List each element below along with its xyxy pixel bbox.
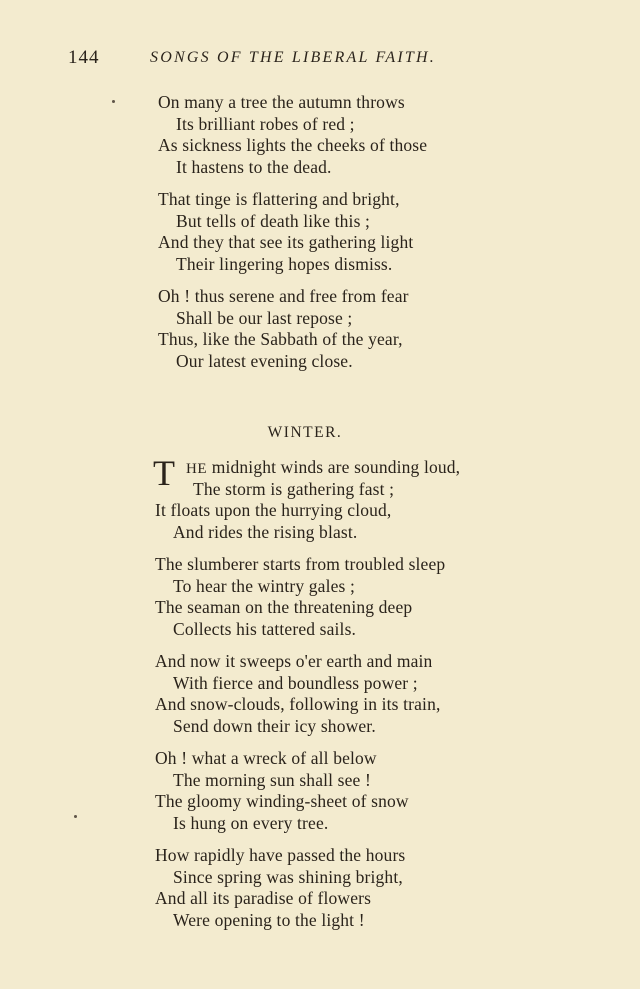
poem-line: Since spring was shining bright, [173, 866, 403, 887]
poem-line: Our latest evening close. [176, 350, 353, 371]
first-word-caps: HE [186, 461, 208, 477]
stanza [153, 453, 640, 543]
poem-line: How rapidly have passed the hours [155, 845, 406, 865]
poem-line: Were opening to the light ! [173, 909, 365, 930]
poem-line: To hear the wintry gales ; [173, 575, 355, 596]
stanza [158, 189, 640, 275]
page-number: 144 [68, 47, 100, 68]
ink-speck [74, 815, 77, 818]
poem-line: And all its paradise of flowers [155, 888, 372, 908]
poem-line: The slumberer starts from troubled sleep [155, 554, 446, 574]
poem-line: Send down their icy shower. [173, 715, 376, 736]
stanza [155, 748, 640, 834]
poem-line: Is hung on every tree. [173, 812, 329, 833]
running-title: SONGS OF THE LIBERAL FAITH. [150, 49, 436, 66]
stanza [155, 845, 640, 931]
poem-line: Its brilliant robes of red ; [176, 113, 355, 134]
poem-line: And snow-clouds, following in its train, [155, 694, 441, 714]
poem-line: With fierce and boundless power ; [173, 672, 418, 693]
stanza [155, 651, 640, 737]
poem-line: And rides the rising blast. [173, 521, 358, 542]
stanza [155, 554, 640, 640]
first-line-rest: midnight winds are sounding loud, [207, 457, 461, 477]
poem-line: On many a tree the autumn throws [158, 92, 405, 112]
page-header [68, 47, 488, 73]
poem-line: It hastens to the dead. [176, 156, 332, 177]
poem-line: Their lingering hopes dismiss. [176, 253, 393, 274]
poem-line: That tinge is flattering and bright, [158, 189, 400, 209]
poem-line: Shall be our last repose ; [176, 307, 353, 328]
poem-title: WINTER. [267, 424, 343, 441]
poem-line: Thus, like the Sabbath of the year, [158, 329, 403, 349]
autumn-poem [158, 92, 640, 372]
poem-line: It floats upon the hurrying cloud, [155, 500, 392, 520]
poem-line: Oh ! thus serene and free from fear [158, 286, 409, 306]
poem-line [155, 457, 640, 479]
poem-line: The seaman on the threatening deep [155, 597, 413, 617]
stanza [158, 286, 640, 372]
poem-line: Collects his tattered sails. [173, 618, 357, 639]
poem-line: But tells of death like this ; [176, 210, 371, 231]
poem-line: And now it sweeps o'er earth and main [155, 651, 433, 671]
ink-speck [112, 100, 115, 103]
poem-line: The morning sun shall see ! [173, 769, 371, 790]
poem-line: The gloomy winding-sheet of snow [155, 791, 409, 811]
poem-line: Oh ! what a wreck of all below [155, 748, 377, 768]
poem-line: As sickness lights the cheeks of those [158, 135, 428, 155]
stanza [158, 92, 640, 178]
drop-cap: T [153, 453, 175, 493]
poem-line: And they that see its gathering light [158, 232, 414, 252]
winter-poem [153, 453, 640, 931]
poem-line: The storm is gathering fast ; [193, 478, 395, 499]
